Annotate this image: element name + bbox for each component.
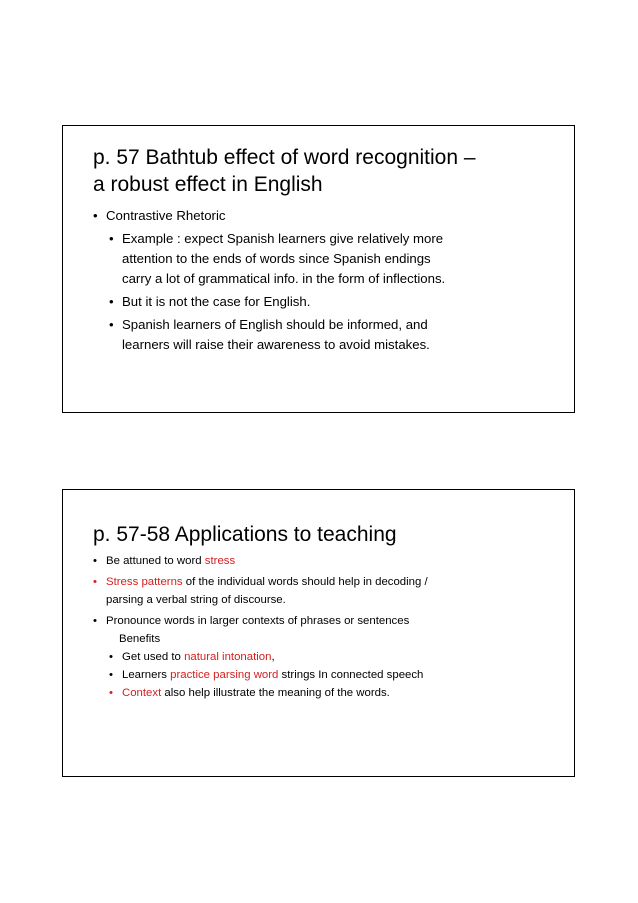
bullet-continuation: learners will raise their awareness to avoid mistakes. xyxy=(122,337,430,352)
bullet-icon: • xyxy=(93,555,97,567)
sub-bullet-item xyxy=(93,648,564,666)
sub-bullet-item xyxy=(93,666,564,684)
bullet-text: strings In connected speech xyxy=(278,669,424,681)
bullet-continuation: Benefits xyxy=(119,633,161,645)
sub-bullet-item xyxy=(93,292,564,312)
bullet-icon: • xyxy=(93,615,97,627)
slide-applications-to-teaching xyxy=(62,489,575,777)
bullet-icon: • xyxy=(109,317,114,332)
slide-body xyxy=(93,206,564,355)
title-line-1: p. 57 Bathtub effect of word recognition – xyxy=(93,146,476,169)
bullet-continuation: parsing a verbal string of discourse. xyxy=(106,594,286,606)
bullet-icon: • xyxy=(93,576,97,588)
bullet-item xyxy=(93,552,564,570)
bullet-text: Spanish learners of English should be informed, and xyxy=(122,317,428,332)
bullet-item xyxy=(93,612,564,630)
bullet-text: , xyxy=(271,651,275,663)
bullet-icon: • xyxy=(109,669,113,681)
bullet-icon: • xyxy=(109,651,113,663)
bullet-icon: • xyxy=(109,294,114,309)
bullet-text: Pronounce words in larger contexts of phrases or sentences xyxy=(106,615,410,627)
highlight-text: stress xyxy=(204,555,236,567)
bullet-text: But it is not the case for English. xyxy=(122,294,311,309)
bullet-text: Be attuned to word xyxy=(106,555,205,567)
bullet-text: Learners xyxy=(122,669,171,681)
slide-bathtub-effect xyxy=(62,125,575,413)
sub-bullet-item xyxy=(93,229,564,249)
bullet-icon: • xyxy=(109,231,114,246)
bullet-item xyxy=(93,206,564,226)
bullet-text: Example : expect Spanish learners give relatively more xyxy=(122,231,444,246)
slide-body xyxy=(93,552,564,702)
bullet-continuation: carry a lot of grammatical info. in the form of inflections. xyxy=(122,271,446,286)
highlight-text: natural intonation xyxy=(184,651,272,663)
bullet-continuation: attention to the ends of words since Spanish endings xyxy=(122,251,431,266)
bullet-item xyxy=(93,573,564,591)
bullet-text: of the individual words should help in decoding / xyxy=(182,576,428,588)
sub-bullet-item xyxy=(93,315,564,335)
bullet-icon: • xyxy=(93,208,98,223)
highlight-text: Context xyxy=(122,687,162,699)
highlight-text: practice parsing word xyxy=(170,669,279,681)
bullet-icon: • xyxy=(109,687,113,699)
bullet-text: Contrastive Rhetoric xyxy=(106,208,226,223)
bullet-text: Get used to xyxy=(122,651,185,663)
slide-title: p. 57-58 Applications to teaching xyxy=(93,523,397,546)
title-line-2: a robust effect in English xyxy=(93,173,323,196)
highlight-text: Stress patterns xyxy=(106,576,183,588)
slide-title xyxy=(93,144,476,198)
bullet-text: also help illustrate the meaning of the words. xyxy=(161,687,390,699)
sub-bullet-item xyxy=(93,684,564,702)
